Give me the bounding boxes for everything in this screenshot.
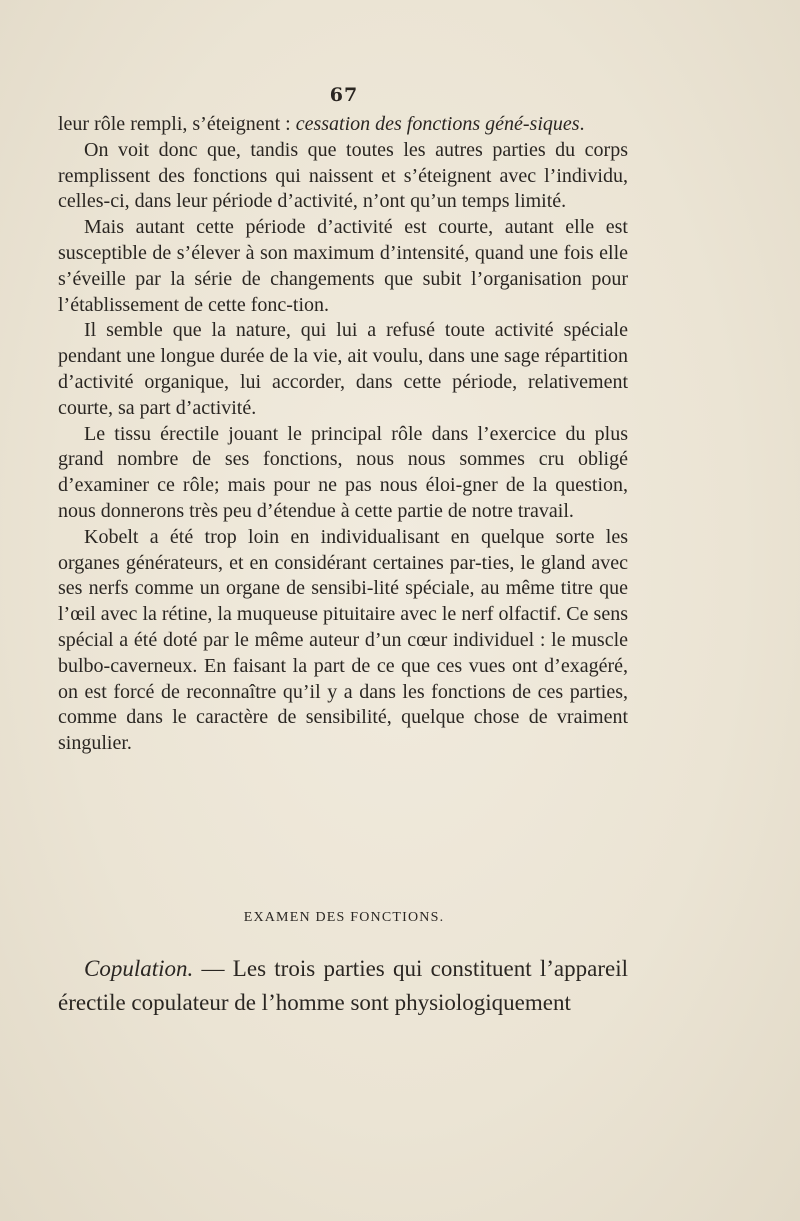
paragraph-2: On voit donc que, tandis que toutes les autres parties du corps remplissent des fonctions qui naissent et s’éteignent avec l’individu, celles-ci, dans leur période d’activité, n’ont qu’un temps limité. — [58, 138, 628, 213]
final-paragraph-italic: Copulation. — [84, 956, 194, 981]
lower-text — [58, 952, 628, 1020]
section-title: EXAMEN DES FONCTIONS. — [243, 910, 445, 925]
paragraph-1-lead: leur rôle rempli, s’éteignent : — [58, 113, 296, 135]
paragraph-3: Mais autant cette période d’activité est courte, autant elle est susceptible de s’élever à son maximum d’intensité, quand une fois elle s’éveille par la série de changements que subit l’organisation pour l’établissement de cette fonc-tion. — [58, 216, 628, 316]
final-paragraph-text: — Les trois parties qui constituent l’appareil érectile copulateur de l’homme sont physiologiquement — [58, 956, 628, 1015]
paragraph-1 — [58, 112, 628, 138]
paragraph-1-tail: . — [579, 113, 585, 135]
paragraph-4: Il semble que la nature, qui lui a refusé toute activité spéciale pendant une longue durée de la vie, ait voulu, dans une sage répartition d’activité organique, lui accorder, dans cette période, relativement courte, sa part d’activité. — [58, 319, 628, 419]
final-paragraph — [58, 952, 628, 1020]
paragraph-5: Le tissu érectile jouant le principal rôle dans l’exercice du plus grand nombre de ses fonctions, nous nous sommes cru obligé d’examiner ce rôle; mais pour ne pas nous éloi-gner de la question, nous donnerons très peu d’étendue à cette partie de notre travail. — [58, 422, 628, 522]
page-number: 67 — [329, 84, 359, 106]
paragraph-1-italic: cessation des fonctions géné-siques — [295, 113, 580, 135]
body-text — [58, 112, 628, 757]
paragraph-6: Kobelt a été trop loin en individualisant en quelque sorte les organes générateurs, et en considérant certaines par-ties, le gland avec ses nerfs comme un organe de sensibi-lité spéciale, au même titre que l’œil avec la rétine, la muqueuse pituitaire avec le nerf olfactif. Ce sens spécial a été doté par le même auteur d’un cœur individuel : le muscle bulbo-caverneux. En faisant la part de ce que ces vues ont d’exagéré, on est forcé de reconnaître qu’il y a dans les fonctions de ces parties, comme dans le caractère de sensibilité, quelque chose de vraiment singulier. — [58, 525, 628, 755]
